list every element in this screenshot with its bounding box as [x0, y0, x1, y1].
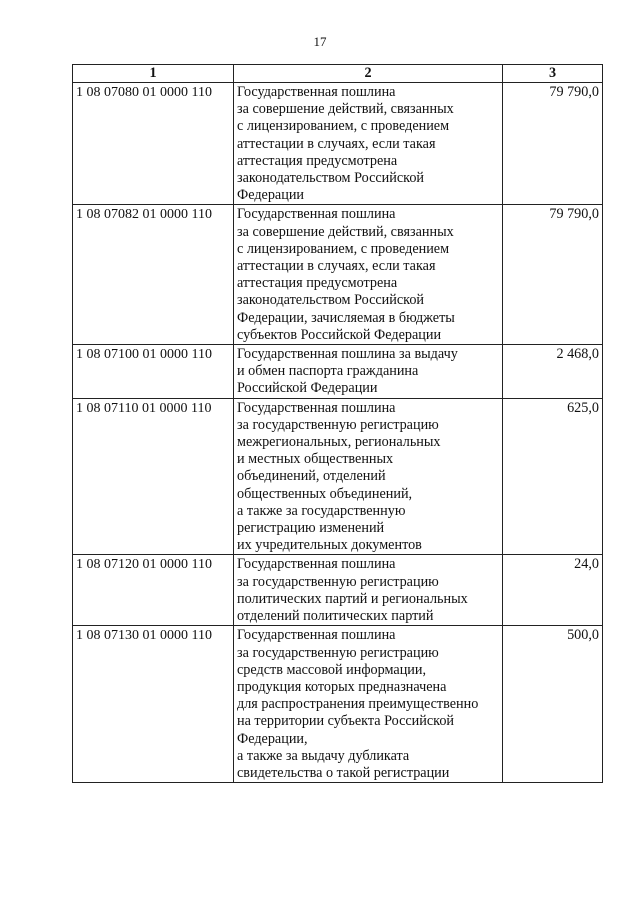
- budget-classification-code: 1 08 07110 01 0000 110: [73, 398, 234, 555]
- description-line: свидетельства о такой регистрации: [237, 764, 450, 781]
- description-line: за государственную регистрацию: [237, 573, 439, 590]
- description-line: субъектов Российской Федерации: [237, 326, 442, 343]
- description-line: с лицензированием, с проведением: [237, 118, 450, 135]
- description-line: Государственная пошлина: [237, 206, 396, 223]
- budget-classification-code: 1 08 07082 01 0000 110: [73, 205, 234, 345]
- description-line: объединений, отделений: [237, 468, 386, 485]
- table-row: [73, 626, 603, 783]
- budget-classification-code: 1 08 07100 01 0000 110: [73, 345, 234, 399]
- description-line: за государственную регистрацию: [237, 416, 439, 433]
- description-line: Государственная пошлина: [237, 556, 396, 573]
- revenue-description: [234, 83, 503, 205]
- header-column-1: 1: [73, 65, 234, 83]
- fees-table: [72, 64, 603, 783]
- description-line: и местных общественных: [237, 451, 394, 468]
- description-line: законодательством Российской: [237, 170, 425, 187]
- description-line: их учредительных документов: [237, 537, 422, 554]
- description-line: регистрацию изменений: [237, 520, 385, 537]
- amount-value: 625,0: [503, 398, 603, 555]
- description-line: а также за выдачу дубликата: [237, 747, 410, 764]
- description-line: аттестация предусмотрена: [237, 275, 398, 292]
- description-line: Государственная пошлина за выдачу: [237, 346, 458, 363]
- description-line: общественных объединений,: [237, 485, 413, 502]
- description-line: а также за государственную: [237, 502, 406, 519]
- revenue-description: [234, 205, 503, 345]
- amount-value: 79 790,0: [503, 205, 603, 345]
- description-line: за совершение действий, связанных: [237, 101, 454, 118]
- page-number: 17: [313, 34, 327, 49]
- description-line: за государственную регистрацию: [237, 644, 439, 661]
- table-row: [73, 205, 603, 345]
- description-line: законодательством Российской: [237, 292, 425, 309]
- description-line: на территории субъекта Российской: [237, 713, 455, 730]
- description-line: и обмен паспорта гражданина: [237, 363, 419, 380]
- description-line: Государственная пошлина: [237, 399, 396, 416]
- description-line: продукция которых предназначена: [237, 678, 447, 695]
- budget-classification-code: 1 08 07120 01 0000 110: [73, 555, 234, 626]
- table-row: [73, 83, 603, 205]
- description-line: средств массовой информации,: [237, 661, 427, 678]
- description-line: аттестации в случаях, если такая: [237, 258, 436, 275]
- description-line: Федерации: [237, 187, 305, 204]
- description-line: Российской Федерации: [237, 380, 378, 397]
- description-line: для распространения преимущественно: [237, 696, 479, 713]
- table-header-row: [73, 65, 603, 83]
- revenue-description: [234, 398, 503, 555]
- revenue-description: [234, 555, 503, 626]
- revenue-description: [234, 345, 503, 399]
- amount-value: 500,0: [503, 626, 603, 783]
- budget-classification-code: 1 08 07080 01 0000 110: [73, 83, 234, 205]
- amount-value: 24,0: [503, 555, 603, 626]
- description-line: отделений политических партий: [237, 608, 434, 625]
- description-line: Государственная пошлина: [237, 84, 396, 100]
- description-line: Федерации, зачисляемая в бюджеты: [237, 309, 455, 326]
- header-column-2: 2: [234, 65, 503, 83]
- description-line: с лицензированием, с проведением: [237, 240, 450, 257]
- amount-value: 2 468,0: [503, 345, 603, 399]
- description-line: аттестация предусмотрена: [237, 152, 398, 169]
- budget-classification-code: 1 08 07130 01 0000 110: [73, 626, 234, 783]
- description-line: межрегиональных, региональных: [237, 434, 441, 451]
- description-line: Государственная пошлина: [237, 627, 396, 644]
- table-row: [73, 345, 603, 399]
- revenue-description: [234, 626, 503, 783]
- table-body: [73, 83, 603, 783]
- table-row: [73, 555, 603, 626]
- table-row: [73, 398, 603, 555]
- header-column-3: 3: [503, 65, 603, 83]
- description-line: политических партий и региональных: [237, 590, 468, 607]
- amount-value: 79 790,0: [503, 83, 603, 205]
- description-line: аттестации в случаях, если такая: [237, 135, 436, 152]
- description-line: Федерации,: [237, 730, 308, 747]
- description-line: за совершение действий, связанных: [237, 223, 454, 240]
